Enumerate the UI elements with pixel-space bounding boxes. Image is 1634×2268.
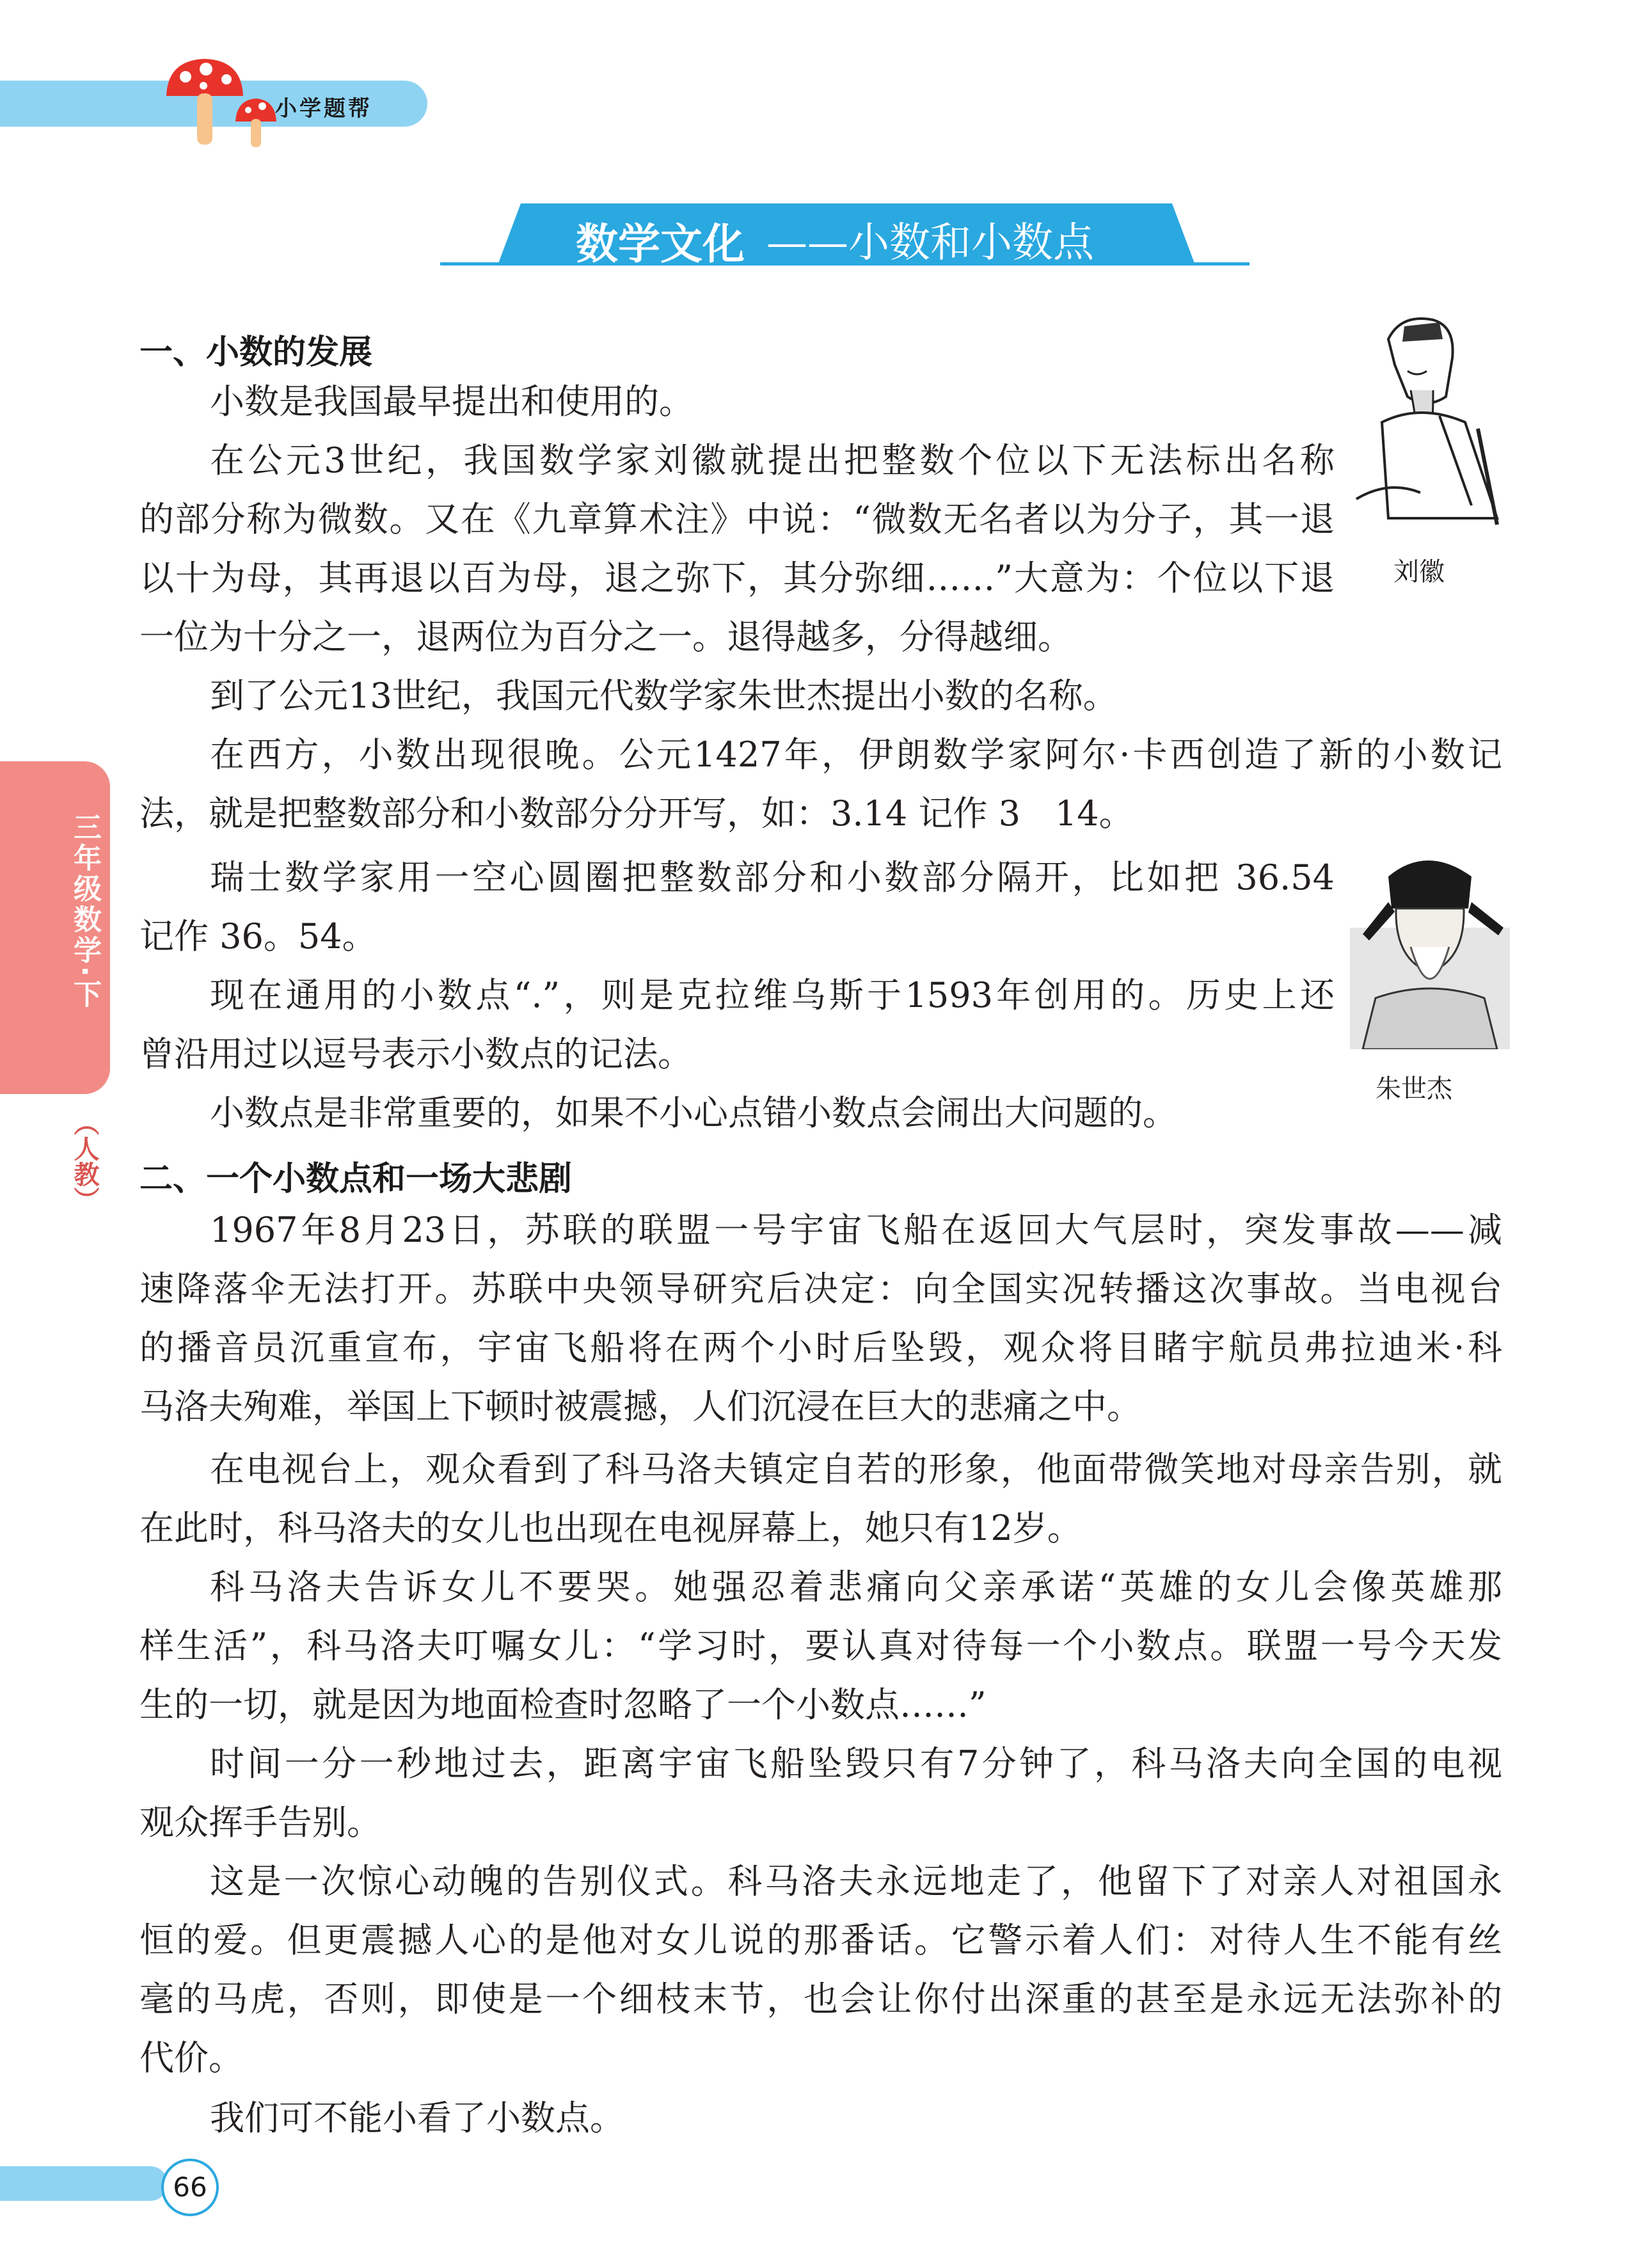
section2-line: 我们可不能小看了小数点。 [210, 2098, 624, 2138]
zhu-shijie-caption: 朱世杰 [1376, 1074, 1452, 1104]
section2-line: 速降落伞无法打开。苏联中央领导研究后决定：向全国实况转播这次事故。当电视台 [139, 1269, 1502, 1309]
section2-line: 这是一次惊心动魄的告别仪式。科马洛夫永远地走了，他留下了对亲人对祖国永 [210, 1861, 1502, 1901]
liu-hui-portrait [1344, 313, 1510, 531]
section2-line: 生的一切，就是因为地面检查时忽略了一个小数点……” [139, 1685, 987, 1725]
page-title: 数学文化 [576, 219, 745, 269]
section1-line: 的部分称为微数。又在《九章算术注》中说：“微数无名者以为分子，其一退 [139, 499, 1335, 539]
section2-heading: 二、一个小数点和一场大悲剧 [139, 1160, 573, 1198]
section1-line: 法，就是把整数部分和小数部分分开写，如：3.14 记作 3 14。 [139, 793, 1134, 834]
section1-line: 瑞士数学家用一空心圆圈把整数部分和小数部分隔开，比如把 36.54 [210, 857, 1335, 898]
footer-bar [0, 2166, 168, 2201]
section1-line: 在西方，小数出现很晚。公元1427年，伊朗数学家阿尔·卡西创造了新的小数记 [210, 734, 1502, 775]
section1-line: 现在通用的小数点“.”，则是克拉维乌斯于1593年创用的。历史上还 [210, 975, 1335, 1015]
section2-line: 马洛夫殉难，举国上下顿时被震撼，人们沉浸在巨大的悲痛之中。 [139, 1386, 1141, 1427]
grade-label: 三年级数学·下 [68, 813, 101, 1010]
page-subtitle: ——小数和小数点 [766, 219, 1094, 267]
brand-name: 小学题帮 [275, 96, 372, 122]
section1-line: 曾沿用过以逗号表示小数点的记法。 [139, 1034, 692, 1074]
section2-line: 恒的爱。但更震撼人心的是他对女儿说的那番话。它警示着人们：对待人生不能有丝 [139, 1920, 1502, 1960]
edition-label: （人教） [70, 1110, 99, 1212]
section2-line: 样生活”，科马洛夫叮嘱女儿：“学习时，要认真对待每一个小数点。联盟一号今天发 [139, 1626, 1502, 1666]
section2-line: 观众挥手告别。 [139, 1802, 381, 1843]
section1-line: 到了公元13世纪，我国元代数学家朱世杰提出小数的名称。 [210, 676, 1118, 716]
section2-line: 代价。 [139, 2038, 243, 2078]
zhu-shijie-portrait [1350, 851, 1510, 1049]
mushroom-icon [160, 55, 282, 150]
section2-line: 1967年8月23日，苏联的联盟一号宇宙飞船在返回大气层时，突发事故——减 [210, 1210, 1502, 1250]
page-number: 66 [161, 2159, 219, 2216]
section1-line: 一位为十分之一，退两位为百分之一。退得越多，分得越细。 [139, 617, 1072, 657]
section1-line: 在公元3世纪，我国数学家刘徽就提出把整数个位以下无法标出名称 [210, 440, 1335, 480]
section1-line: 记作 36。54。 [139, 916, 377, 956]
section1-line: 小数是我国最早提出和使用的。 [210, 381, 694, 422]
section2-line: 时间一分一秒地过去，距离宇宙飞船坠毁只有7分钟了，科马洛夫向全国的电视 [210, 1743, 1502, 1784]
section2-line: 的播音员沉重宣布，宇宙飞船将在两个小时后坠毁，观众将目睹宇航员弗拉迪米·科 [139, 1328, 1502, 1368]
section1-line: 小数点是非常重要的，如果不小心点错小数点会闹出大问题的。 [210, 1093, 1177, 1133]
section2-line: 科马洛夫告诉女儿不要哭。她强忍着悲痛向父亲承诺“英雄的女儿会像英雄那 [210, 1567, 1502, 1607]
section1-line: 以十为母，其再退以百为母，退之弥下，其分弥细……”大意为：个位以下退 [139, 558, 1335, 598]
section2-line: 毫的马虎，否则，即使是一个细枝末节，也会让你付出深重的甚至是永远无法弥补的 [139, 1979, 1502, 2019]
section2-line: 在电视台上，观众看到了科马洛夫镇定自若的形象，他面带微笑地对母亲告别，就 [210, 1449, 1502, 1489]
section1-heading: 一、小数的发展 [139, 333, 373, 372]
liu-hui-caption: 刘徽 [1393, 557, 1445, 587]
section2-line: 在此时，科马洛夫的女儿也出现在电视屏幕上，她只有12岁。 [139, 1508, 1082, 1548]
